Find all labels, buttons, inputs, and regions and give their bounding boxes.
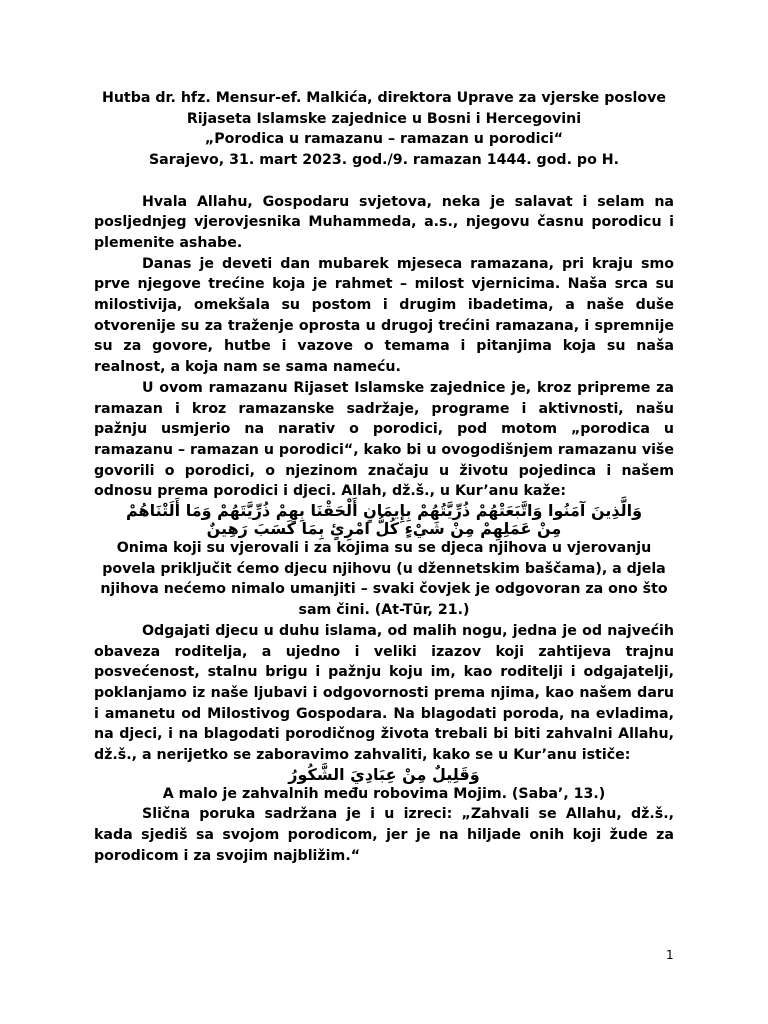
- document-page: [94, 88, 674, 867]
- quran-verse-arabic-1: [94, 502, 674, 538]
- paragraph-saying: Slična poruka sadržana je i u izreci: „Zahvali se Allahu, dž.š., kada sjediš sa svojom porodicom, jer je na hiljade onih koji žude za porodicom i za svojim najbližim.“: [94, 806, 674, 864]
- paragraph-intro: Hvala Allahu, Gospodaru svjetova, neka je salavat i selam na posljednjeg vjerovjesnika Muhammeda, a.s., njegovu časnu porodicu i plemenite ashabe.: [94, 193, 674, 251]
- paragraph-family-theme: U ovom ramazanu Rijaset Islamske zajednice je, kroz pripreme za ramazan i kroz ramazanske sadržaje, programe i aktivnosti, našu pažnju usmjerio na narativ o porodici, pod motom „porodica u ramazanu – ramazan u porodici“, kako bi u ovogodišnjem ramazanu više govorili o porodici, o njezinom značaju u životu pojedinca i našem odnosu prema porodici i djeci. Allah, dž.š., u Kur’anu kaže:: [94, 379, 674, 500]
- paragraph-ramadan-day: Danas je deveti dan mubarek mjeseca ramazana, pri kraju smo prve njegove trećine koja je rahmet – milost vjernicima. Naša srca su milostivija, omekšala su postom i drugim ibadetima, a naše duše otvorenije su za traženje oprosta u drugoj trećini ramazana, i spremnije su za govore, hutbe i vazove o temama i pitanjima koja su naša realnost, a koja nam se sama nameću.: [94, 255, 674, 376]
- verse-translation-2: A malo je zahvalnih među robovima Mojim. (Saba’, 13.): [162, 785, 606, 802]
- arabic-line: مِنْ عَمَلِهِمْ مِنْ شَيْءٍ كُلُّ امْرِئٍ بِمَا كَسَبَ رَهِينٌ: [206, 519, 562, 539]
- quran-verse-arabic-2: [94, 766, 674, 784]
- header-line-institution: Rijaseta Islamske zajednice u Bosni i Hercegovini: [186, 110, 582, 127]
- document-header: [94, 88, 674, 171]
- paragraph-raising-children: Odgajati djecu u duhu islama, od malih nogu, jedna je od najvećih obaveza roditelja, a ujedno i veliki izazov koji zahtijeva trajnu posvećenost, stalnu brigu i pažnju koju im, kao roditelji i odgajatelji, poklanjamo iz naše ljubavi i odgovornosti prema njima, kao našem daru i amanetu od Milostivog Gospodara. Na blagodati poroda, na evladima, na djeci, i na blagodati porodičnog života trebali bi biti zahvalni Allahu, dž.š., a nerijetko se zaboravimo zahvaliti, kako se u Kur’anu ističe:: [94, 622, 674, 764]
- arabic-line: وَقَلِيلٌ مِنْ عِبَادِيَ الشَّكُورُ: [288, 764, 480, 784]
- arabic-line: وَالَّذِينَ آمَنُوا وَاتَّبَعَتْهُمْ ذُرِّيَّتُهُمْ بِإِيمَانٍ أَلْحَقْنَا بِهِمْ ذُرِّيَّتَهُمْ وَمَا أَلَتْنَاهُمْ: [125, 501, 643, 521]
- header-line-title: „Porodica u ramazanu – ramazan u porodici“: [204, 131, 564, 148]
- verse-translation-1: Onima koji su vjerovali i za kojima su se djeca njihova u vjerovanju povela priključit ćemo djecu njihovu (u džennetskim baščama), a djela njihova nećemo nimalo umanjiti – svaki čovjek je odgovoran za ono što sam čini. (At-Tūr, 21.): [100, 540, 668, 619]
- spacer: [94, 171, 674, 192]
- header-line-date: Sarajevo, 31. mart 2023. god./9. ramazan 1444. god. po H.: [148, 152, 620, 169]
- page-number: 1: [666, 948, 674, 962]
- header-line-author: Hutba dr. hfz. Mensur-ef. Malkića, direktora Uprave za vjerske poslove: [101, 90, 667, 106]
